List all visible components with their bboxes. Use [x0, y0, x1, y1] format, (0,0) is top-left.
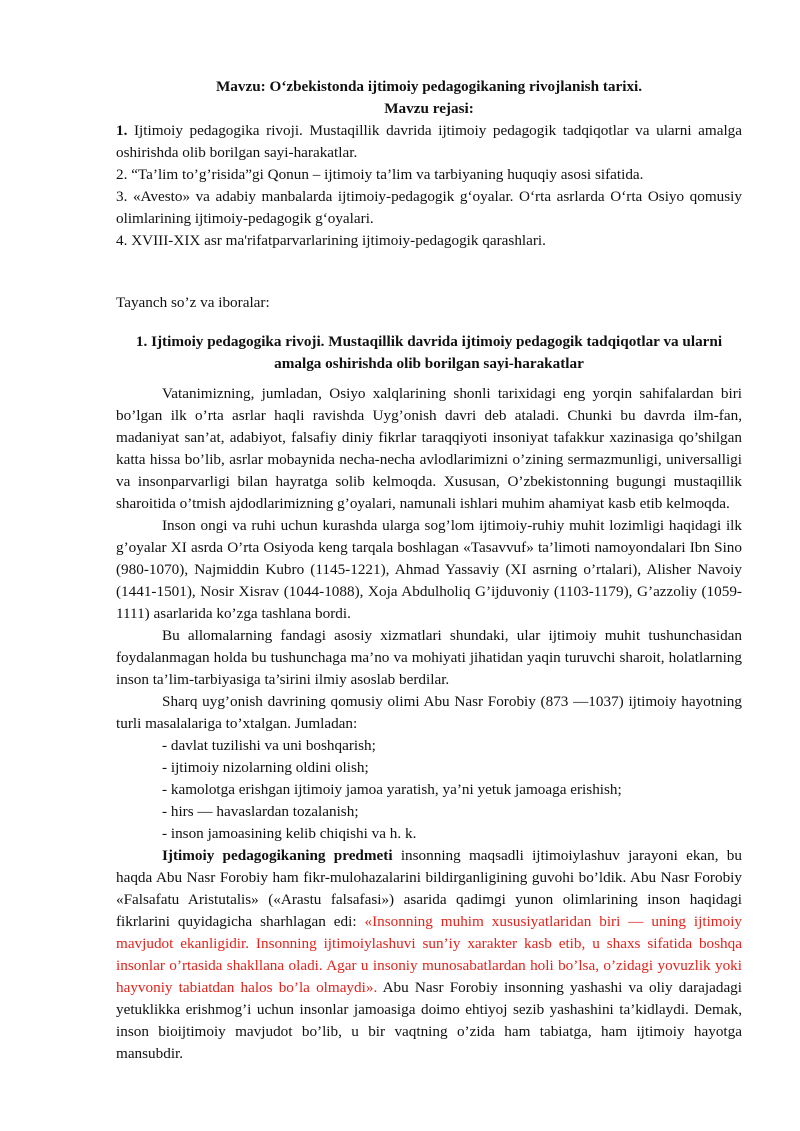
plan-item: 4. XVIII-XIX asr ma'rifatparvarlarining ijtimoiy-pedagogik qarashlari. [116, 232, 546, 249]
spacer [116, 252, 742, 292]
plan-item: 3. «Avesto» va adabiy manbalarda ijtimoiy-pedagogik g‘oyalar. O‘rta asrlarda O‘rta Osiyo qomusiy olimlarining ijtimoiy-pedagogik g‘oyalari. [116, 188, 742, 227]
list-item: - hirs — havaslardan tozalanish; [162, 803, 359, 820]
plan-item: 2. “Ta’lim to’g’risida”gi Qonun – ijtimoiy ta’lim va tarbiyaning huquqiy asosi sifatida. [116, 166, 644, 183]
list-item: - ijtimoiy nizolarning oldini olish; [162, 759, 369, 776]
body-paragraph [116, 845, 742, 1065]
spacer [116, 314, 742, 331]
subject-term: Ijtimoiy pedagogikaning predmeti [162, 847, 393, 864]
plan-list [116, 120, 742, 252]
keywords-label: Tayanch so’z va iboralar: [116, 294, 270, 311]
document-title: Mavzu: O‘zbekistonda ijtimoiy pedagogikaning rivojlanish tarixi. [215, 78, 643, 95]
topics-list [116, 735, 742, 845]
plan-item-number: 1. [116, 122, 128, 139]
list-item: - davlat tuzilishi va uni boshqarish; [162, 737, 376, 754]
highlighted-quote: «Insonning muhim xususiyatlaridan biri — uning ijtimoiy mavjudot ekanligidir. Insonning ijtimoiylashuvi sun’iy xarakter kasb etib, u shaxs sifatida boshqa insonlar o’rtasida shakllana oladi. Agar u insoniy munosabatlardan holi bo’lsa, o’zidagi yovuzlik yoki hayvoniy tabiatdan halos bo’la olmaydi». [116, 913, 743, 996]
plan-item [116, 120, 742, 164]
plan-heading: Mavzu rejasi: [384, 100, 474, 117]
list-item: - kamolotga erishgan ijtimoiy jamoa yaratish, ya’ni yetuk jamoaga erishish; [162, 781, 622, 798]
section-title: 1. Ijtimoiy pedagogika rivoji. Mustaqillik davrida ijtimoiy pedagogik tadqiqotlar va ularni amalga oshirishda olib borilgan sayi-harakatlar [135, 333, 723, 372]
body-paragraph: Sharq uyg’onish davrining qomusiy olimi Abu Nasr Forobiy (873 —1037) ijtimoiy hayotning turli masalalariga to’xtalgan. Jumladan: [116, 693, 742, 732]
paragraph-text: Abu Nasr Forobiy insonning yashashi va oliy darajadagi yetuklikka erishmog’i uchun insonlar jamoasiga doimo ehtiyoj sezib yashashini ta’kidlaydi. Demak, inson bioijtimoiy mavjudot bo’lib, u bir vaqtning o’zida ham tabiatga, ham ijtimoiy hayotga mansubdir. [116, 979, 743, 1062]
plan-item-text: Ijtimoiy pedagogika rivoji. Mustaqillik davrida ijtimoiy pedagogik tadqiqotlar va ularni amalga oshirishda olib borilgan sayi-harakatlar. [116, 122, 742, 161]
body-paragraph: Vatanimizning, jumladan, Osiyo xalqlarining shonli tarixidagi eng yorqin sahifalardan biri bo’lgan ilk o’rta asrlar haqli ravishda Uyg’onish davri deb ataladi. Chunki bu davrda ilm-fan, madaniyat san’at, adabiyot, falsafiy diniy fikrlar taraqqiyoti insoniyat tafakkur xazinasiga qo’shilgan katta hissa bo’lib, asrlar mobaynida necha-necha avlodlarimizni o’zining sermazmunligi, universalligi va insonparvarligi bilan hayratga solib kelmoqda. Xususan, O’zbekistonning bugungi mustaqillik sharoitida o’tmish ajdodlarimizning g’oyalari, namunali ishlari muhim ahamiyat kasb etib kelmoqda. [116, 385, 742, 512]
body-paragraph: Bu allomalarning fandagi asosiy xizmatlari shundaki, ular ijtimoiy muhit tushunchasidan foydalanmagan holda bu tushunchaga ma’no va mohiyati jihatidan yaqin turuvchi sharoit, holatlarning inson ta’lim-tarbiyasiga ta’sirini ilmiy asoslab berdilar. [116, 627, 742, 688]
spacer [116, 375, 742, 383]
body-paragraph: Inson ongi va ruhi uchun kurashda ularga sog’lom ijtimoiy-ruhiy muhit lozimligi haqidagi ilk g’oyalar XI asrda O’rta Osiyoda keng tarqala boshlagan «Tasavvuf» ta’limoti namoyondalari Ibn Sino (980-1070), Najmiddin Kubro (1145-1221), Ahmad Yassaviy (XI asrning o’rtalari), Alisher Navoiy (1441-1501), Nosir Xisrav (1044-1088), Xoja Abdulholiq G’ijduvoniy (1103-1179), G’azzoliy (1059-1111) asarlarida ko’zga tashlana bordi. [116, 517, 742, 622]
list-item: - inson jamoasining kelib chiqishi va h. k. [162, 825, 417, 842]
paragraph-text: insonning maqsadli ijtimoiylashuv jarayoni ekan, bu haqda Abu Nasr Forobiy ham fikr-mulohazalarini bildirganligining guvohi bo’ldik. Abu Nasr Forobiy «Falsafatu Aristutalis» («Arastu falsafasi») asarida qadimgi yunon olimlarining inson haqidagi fikrlarini quyidagicha sharhlagan edi: [116, 847, 742, 930]
